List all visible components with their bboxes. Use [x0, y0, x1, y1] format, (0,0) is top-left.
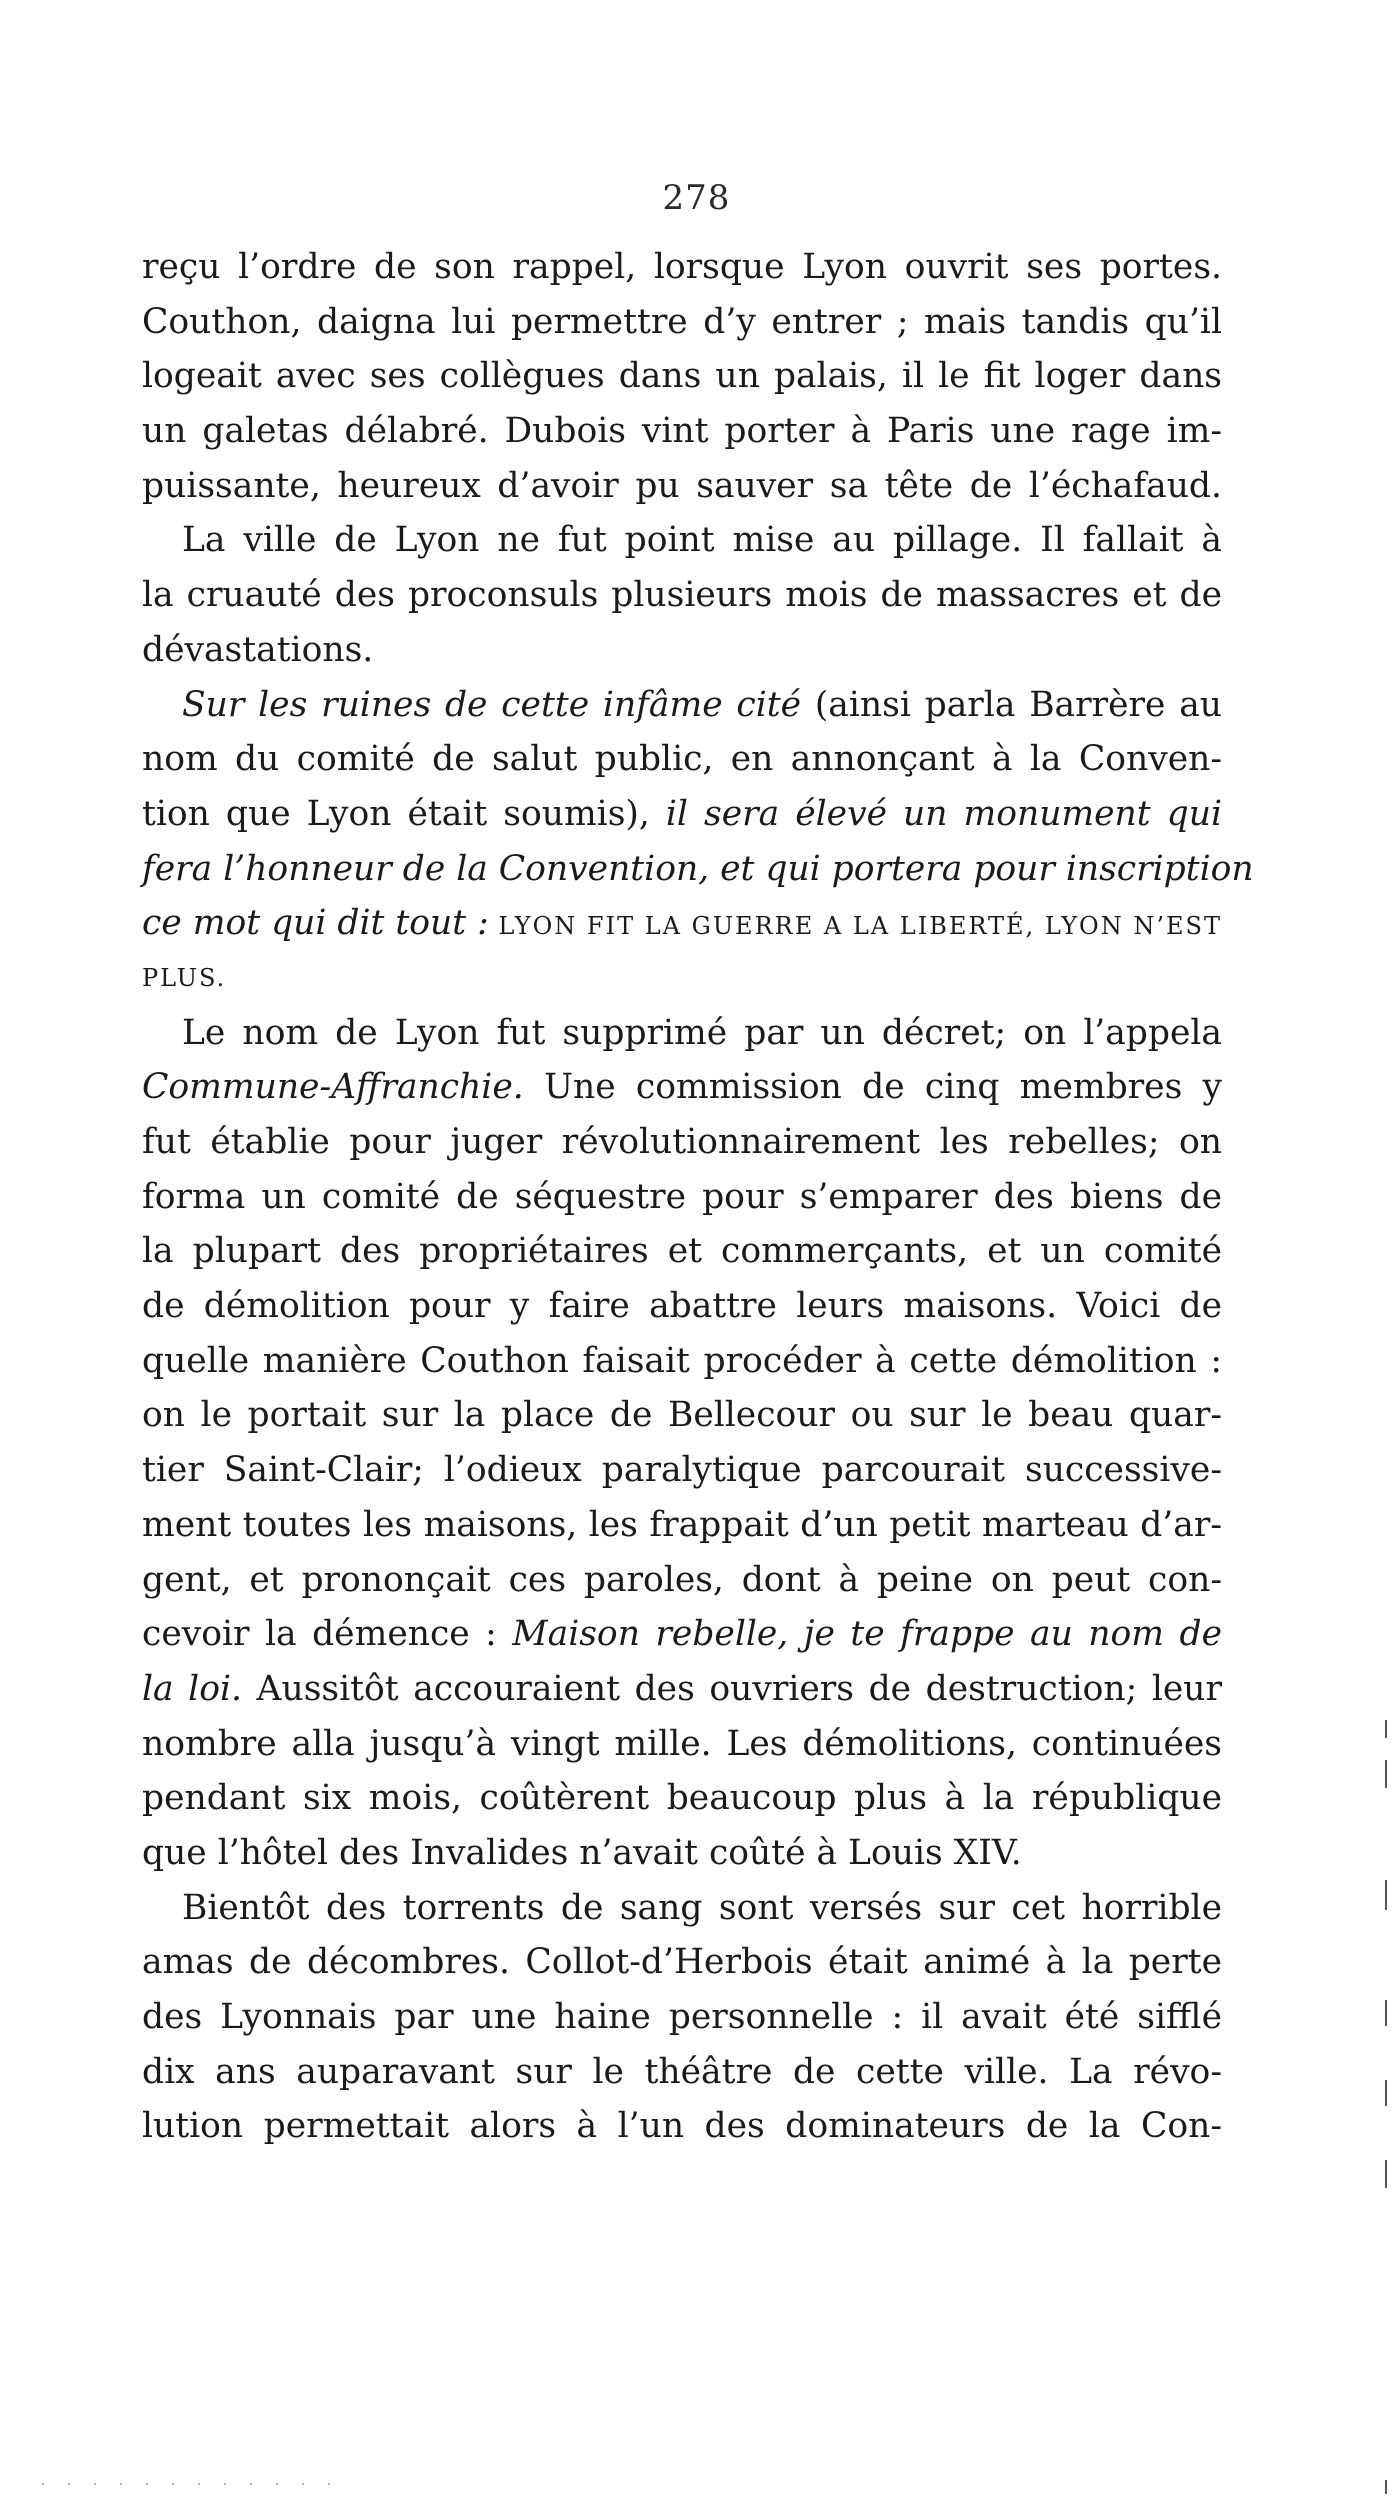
text-line: nom du comité de salut public, en annonçant à la Conven-: [142, 739, 1222, 780]
text-line: Bientôt des torrents de sang sont versés sur cet horrible: [182, 1887, 1222, 1928]
text-line: ment toutes les maisons, les frappait d’un petit marteau d’ar-: [142, 1504, 1222, 1545]
text-line: dix ans auparavant sur le théâtre de cette ville. La révo-: [142, 2051, 1222, 2092]
text-line: logeait avec ses collègues dans un palais, il le fit loger dans: [142, 356, 1222, 397]
text-line: quelle manière Couthon faisait procéder à cette démolition :: [142, 1340, 1222, 1381]
italic-quote: Maison rebelle, je te frappe au nom de: [512, 1614, 1222, 1655]
text-line: nombre alla jusqu’à vingt mille. Les démolitions, continuées: [142, 1723, 1222, 1764]
text-line: [142, 896, 1222, 951]
scan-mark: [1385, 1720, 1387, 1738]
text-line: reçu l’ordre de son rappel, lorsque Lyon ouvrit ses portes.: [142, 247, 1222, 287]
scan-edge-dots: [30, 2482, 350, 2486]
text-line: on le portait sur la place de Bellecour ou sur le beau quar-: [142, 1395, 1222, 1436]
text-line: PLUS.: [142, 963, 227, 992]
text-line: Couthon, daigna lui permettre d’y entrer ; mais tandis qu’il: [142, 301, 1222, 342]
text-line: forma un comité de séquestre pour s’emparer des biens de: [142, 1176, 1222, 1217]
text-line: la loi. Aussitôt accouraient des ouvriers de destruction; leur: [142, 1668, 1222, 1709]
scan-mark: [1385, 2080, 1387, 2106]
text-line: puissante, heureux d’avoir pu sauver sa tête de l’échafaud.: [142, 465, 1222, 506]
italic-quote: il sera élevé un monument qui: [665, 793, 1222, 834]
text-line: Commune-Affranchie. Une commission de cinq membres y: [142, 1067, 1222, 1108]
text-line: gent, et prononçait ces paroles, dont à peine on peut con-: [142, 1559, 1222, 1600]
text-line: que l’hôtel des Invalides n’avait coûté à Louis XIV.: [142, 1832, 1022, 1873]
italic-quote: ce mot qui dit tout :: [142, 903, 489, 944]
text-line: La ville de Lyon ne fut point mise au pillage. Il fallait à: [182, 520, 1222, 561]
text-line: cevoir la démence : Maison rebelle, je te frappe au nom de: [142, 1614, 1222, 1655]
scan-mark: [1385, 2160, 1387, 2188]
text-line: un galetas délabré. Dubois vint porter à Paris une rage im-: [142, 411, 1222, 452]
scan-mark: [1385, 2000, 1387, 2026]
scan-mark: [1385, 1880, 1387, 1910]
body-text: [142, 240, 1254, 2154]
text-line: des Lyonnais par une haine personnelle : il avait été sifflé: [142, 1997, 1222, 2037]
small-caps-inscription: LYON FIT LA GUERRE A LA LIBERTÉ, LYON N’EST: [488, 912, 1222, 941]
scan-mark: [1385, 1760, 1387, 1788]
italic-quote: Sur les ruines de cette infâme cité: [182, 684, 802, 725]
text-line: fera l’honneur de la Convention, et qui portera pour inscription: [142, 848, 1254, 889]
text-line: lution permettait alors à l’un des dominateurs de la Con-: [142, 2106, 1222, 2147]
scan-mark: [1385, 2480, 1387, 2494]
text-line: la cruauté des proconsuls plusieurs mois de massacres et de: [142, 575, 1222, 616]
text-line: Le nom de Lyon fut supprimé par un décret; on l’appela: [182, 1012, 1222, 1053]
text-line: dévastations.: [142, 629, 374, 670]
italic-name: Commune-Affranchie.: [142, 1067, 524, 1108]
text-line: tion que Lyon était soumis), il sera élevé un monument qui: [142, 793, 1222, 834]
text-line: la plupart des propriétaires et commerçants, et un comité: [142, 1231, 1222, 1272]
text-line: de démolition pour y faire abattre leurs maisons. Voici de: [142, 1286, 1222, 1327]
text-line: Sur les ruines de cette infâme cité (ainsi parla Barrère au: [182, 684, 1222, 725]
text-line: tier Saint-Clair; l’odieux paralytique parcourait successive-: [142, 1450, 1222, 1491]
page-number: 278: [662, 178, 731, 218]
text-line: pendant six mois, coûtèrent beaucoup plus à la république: [142, 1778, 1222, 1819]
italic-quote: la loi.: [142, 1668, 242, 1709]
text-line: amas de décombres. Collot-d’Herbois était animé à la perte: [142, 1942, 1222, 1983]
text-line: fut établie pour juger révolutionnairement les rebelles; on: [142, 1122, 1222, 1162]
